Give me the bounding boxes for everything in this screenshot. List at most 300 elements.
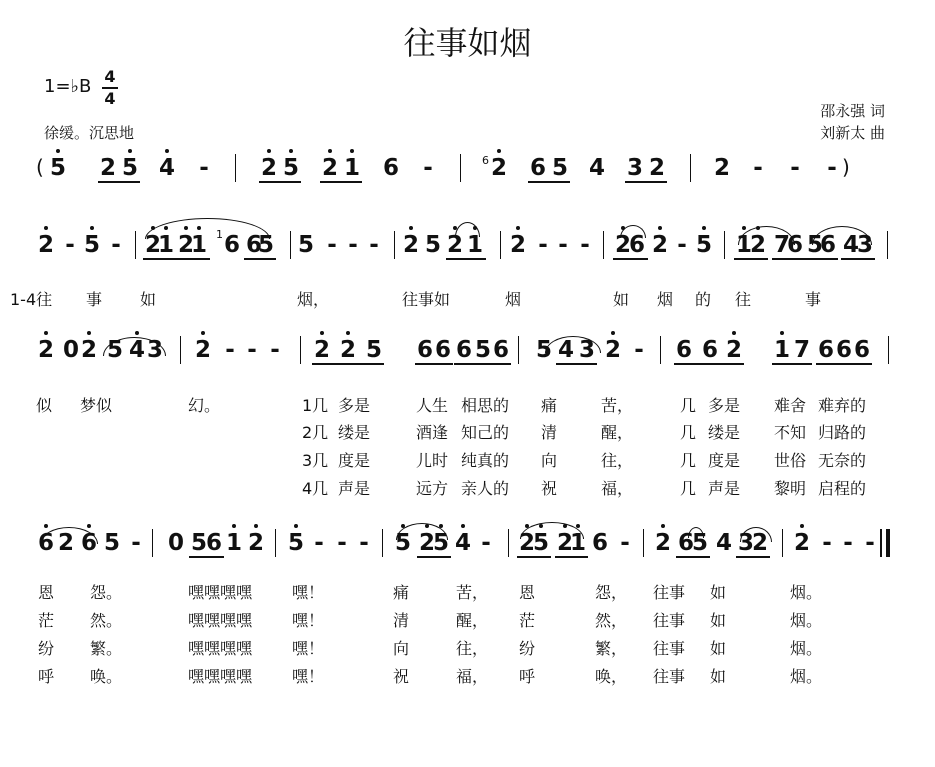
lyric-intro: 事: [86, 290, 103, 309]
lyric-verse-3: 往，: [601, 451, 634, 470]
lyric-refrain-3: 繁，: [595, 639, 628, 658]
final-barline: [880, 529, 882, 557]
note: 2: [490, 155, 507, 181]
barline: [275, 529, 276, 557]
barline: [394, 231, 395, 259]
note: 5: [190, 530, 207, 556]
lyric-verse-4: 亲人的: [461, 479, 510, 498]
note: 3: [737, 530, 754, 556]
lyric-intro: 烟，: [297, 290, 330, 309]
note: 0: [62, 337, 79, 363]
note: 2: [57, 530, 74, 556]
note: 5: [806, 232, 823, 258]
note: 6: [675, 337, 692, 363]
lyric-refrain-1: 怨，: [595, 583, 628, 602]
octave-dot: [780, 331, 784, 335]
note: 2: [402, 232, 419, 258]
slur-arc: [520, 522, 584, 539]
note: 6: [591, 530, 608, 556]
octave-dot: [87, 331, 91, 335]
octave-dot: [661, 524, 665, 528]
note: 6: [819, 232, 836, 258]
lyric-refrain-2: 茫: [519, 611, 536, 630]
note: 6: [817, 337, 834, 363]
lyric-refrain-4: 福，: [456, 667, 489, 686]
note: 6: [416, 337, 433, 363]
note: 5: [535, 337, 552, 363]
octave-dot: [44, 226, 48, 230]
note: -: [481, 530, 491, 556]
barline: [518, 336, 519, 364]
octave-dot: [135, 331, 139, 335]
note: 5: [432, 530, 449, 556]
lyric-refrain-1: 恩: [38, 583, 55, 602]
lyric-verse-1: 1几: [302, 396, 329, 415]
note: -: [247, 337, 257, 363]
note: -: [865, 530, 875, 556]
note: 5: [394, 530, 411, 556]
barline: [152, 529, 153, 557]
beam-underline: [674, 363, 744, 365]
beam-underline: [98, 181, 140, 183]
barline: [180, 336, 181, 364]
note: 2: [37, 337, 54, 363]
barline: [300, 336, 301, 364]
octave-dot: [254, 524, 258, 528]
lyric-verse-1: 几: [680, 396, 697, 415]
octave-dot: [742, 226, 746, 230]
note: 4: [557, 337, 574, 363]
beam-underline: [816, 363, 872, 365]
note: 2: [749, 232, 766, 258]
lyric-verse-4: 福，: [601, 479, 634, 498]
beam-underline: [143, 258, 176, 260]
note: 6: [37, 530, 54, 556]
lyric-refrain-3: 繁。: [90, 639, 123, 658]
lyric-refrain-3: 纷: [38, 639, 55, 658]
note: 6: [628, 232, 645, 258]
note: 6: [492, 337, 509, 363]
lyric-refrain-4: 唤，: [595, 667, 628, 686]
lyric-refrain-1: 往事: [653, 583, 686, 602]
lyric-verse-2: 归路的: [818, 423, 867, 442]
note: 5: [49, 155, 66, 181]
lyric-refrain-2: 清: [393, 611, 410, 630]
paren-close: ): [842, 155, 850, 179]
note: 5: [287, 530, 304, 556]
barline: [782, 529, 783, 557]
lyric-verse-4: 黎明: [774, 479, 807, 498]
lyric-verse-4: 4几: [302, 479, 329, 498]
lyric-intro: 如: [613, 290, 630, 309]
lyric-refrain-2: 然，: [595, 611, 628, 630]
barline: [643, 529, 644, 557]
lyric-verse-4: 声是: [708, 479, 741, 498]
note: 6: [245, 232, 262, 258]
barline: [888, 336, 889, 364]
lyric-refrain-1: 苦，: [456, 583, 489, 602]
note: 2: [99, 155, 116, 181]
note: 7: [793, 337, 810, 363]
note: 5: [365, 337, 382, 363]
lyric-refrain-3: 烟。: [790, 639, 823, 658]
note: 6: [80, 530, 97, 556]
lyric-refrain-1: 痛: [393, 583, 410, 602]
lyric-verse-3: 向: [541, 451, 558, 470]
octave-dot: [87, 524, 91, 528]
octave-dot: [346, 331, 350, 335]
note: 5: [551, 155, 568, 181]
note: 2: [651, 232, 668, 258]
lyric-verse-3: 无奈的: [818, 451, 867, 470]
note: 2: [713, 155, 730, 181]
note: 2: [144, 232, 161, 258]
lyric-intro: 如: [140, 290, 157, 309]
note: 5: [83, 232, 100, 258]
lyric-refrain-4: 唤。: [90, 667, 123, 686]
lyric-refrain-3: 嘿！: [292, 639, 325, 658]
octave-dot: [611, 331, 615, 335]
barline: [500, 231, 501, 259]
beam-underline: [772, 363, 812, 365]
note: -: [538, 232, 548, 258]
lyric-intro: 往: [735, 290, 752, 309]
lyric-refrain-3: 往，: [456, 639, 489, 658]
note: 6: [223, 232, 240, 258]
note: 2: [648, 155, 665, 181]
beam-underline: [244, 258, 276, 260]
lyric-refrain-4: 嘿嘿嘿嘿: [188, 667, 253, 686]
note: 2: [418, 530, 435, 556]
octave-dot: [232, 524, 236, 528]
beam-underline: [454, 363, 511, 365]
barline: [235, 154, 236, 182]
lyric-refrain-4: 嘿！: [292, 667, 325, 686]
note: -: [558, 232, 568, 258]
time-signature: [102, 68, 118, 108]
lyric-verse-2: 缕是: [708, 423, 741, 442]
octave-dot: [497, 149, 501, 153]
beam-underline: [736, 556, 770, 558]
note: 6: [701, 337, 718, 363]
barline: [724, 231, 725, 259]
note: 2: [339, 337, 356, 363]
note: 5: [691, 530, 708, 556]
beam-underline: [176, 258, 210, 260]
note: 5: [424, 232, 441, 258]
lyric-intro: 烟: [657, 290, 674, 309]
beam-underline: [806, 258, 838, 260]
note: 2: [446, 232, 463, 258]
note: 2: [654, 530, 671, 556]
beam-underline: [528, 181, 570, 183]
barline: [887, 231, 888, 259]
octave-dot: [328, 149, 332, 153]
lyric-refrain-2: 如: [710, 611, 727, 630]
lyric-refrain-1: 怨。: [90, 583, 123, 602]
note: 1: [157, 232, 174, 258]
note: -: [620, 530, 630, 556]
grace-note: 6: [482, 154, 489, 167]
barline: [382, 529, 383, 557]
beam-underline: [841, 258, 875, 260]
note: 3: [856, 232, 873, 258]
lyric-refrain-4: 往事: [653, 667, 686, 686]
lyric-verse-1: 苦，: [601, 396, 634, 415]
note: 1: [343, 155, 360, 181]
octave-dot: [56, 149, 60, 153]
note: 2: [260, 155, 277, 181]
beam-underline: [555, 556, 588, 558]
lyric-refrain-2: 醒，: [456, 611, 489, 630]
lyric-refrain-3: 往事: [653, 639, 686, 658]
note: 6: [835, 337, 852, 363]
note: 4: [158, 155, 175, 181]
note: 6: [677, 530, 694, 556]
note: 6: [455, 337, 472, 363]
octave-dot: [44, 331, 48, 335]
lyric-verse-2: 不知: [774, 423, 807, 442]
note: 3: [578, 337, 595, 363]
note: -: [111, 232, 121, 258]
lyric-verse-3: 几: [680, 451, 697, 470]
note: -: [348, 232, 358, 258]
slur-arc: [738, 226, 795, 245]
note: -: [199, 155, 209, 181]
lyric-refrain-1: 嘿！: [292, 583, 325, 602]
composer-credit: 刘新太 曲: [820, 124, 885, 142]
lyric-verse-4: 几: [680, 479, 697, 498]
lyric-refrain-3: 纷: [519, 639, 536, 658]
lyric-verse-2: 清: [541, 423, 558, 442]
note: 2: [194, 337, 211, 363]
note: -: [580, 232, 590, 258]
lyric-intro: 往事如: [402, 290, 451, 309]
lyric-refrain-2: 然。: [90, 611, 123, 630]
octave-dot: [702, 226, 706, 230]
note: 1: [773, 337, 790, 363]
note: 4: [454, 530, 471, 556]
note: 7: [773, 232, 790, 258]
time-bottom: 4: [104, 89, 116, 108]
note: 5: [695, 232, 712, 258]
slur-arc: [455, 222, 480, 237]
note: -: [131, 530, 141, 556]
note: 2: [313, 337, 330, 363]
note: -: [843, 530, 853, 556]
lyric-verse-3: 3几: [302, 451, 329, 470]
note: 1: [225, 530, 242, 556]
lyric-refrain-4: 如: [710, 667, 727, 686]
beam-underline: [189, 556, 224, 558]
lyric-verse-2: 知己的: [461, 423, 510, 442]
note: -: [270, 337, 280, 363]
beam-underline: [259, 181, 301, 183]
note: 6: [205, 530, 222, 556]
lyric-verse-2: 醒，: [601, 423, 634, 442]
note: -: [65, 232, 75, 258]
final-barline-thick: [886, 529, 890, 557]
note: 5: [297, 232, 314, 258]
lyric-refrain-1: 如: [710, 583, 727, 602]
note: 2: [518, 530, 535, 556]
lyric-verse-3: 世俗: [774, 451, 807, 470]
barline: [508, 529, 509, 557]
beam-underline: [415, 363, 453, 365]
lyric-verse-3: 儿时: [416, 451, 449, 470]
beam-underline: [517, 556, 551, 558]
beam-underline: [676, 556, 710, 558]
lyric-line: 似: [36, 396, 53, 415]
note: 2: [793, 530, 810, 556]
octave-dot: [516, 226, 520, 230]
note: 2: [751, 530, 768, 556]
lyric-refrain-3: 如: [710, 639, 727, 658]
lyric-verse-2: 缕是: [338, 423, 371, 442]
lyric-verse-1: 难弃的: [818, 396, 867, 415]
beam-underline: [734, 258, 768, 260]
octave-dot: [44, 524, 48, 528]
lyric-verse-4: 启程的: [818, 479, 867, 498]
lyric-refrain-4: 呼: [519, 667, 536, 686]
lyric-verse-3: 度是: [708, 451, 741, 470]
note: 2: [725, 337, 742, 363]
lyric-verse-4: 祝: [541, 479, 558, 498]
lyric-refrain-2: 茫: [38, 611, 55, 630]
lyric-intro: 1-4往: [10, 290, 53, 309]
lyric-intro: 烟: [505, 290, 522, 309]
note: 6: [529, 155, 546, 181]
lyric-refrain-4: 呼: [38, 667, 55, 686]
note: -: [790, 155, 800, 181]
lyric-verse-1: 难舍: [774, 396, 807, 415]
note: 2: [556, 530, 573, 556]
octave-dot: [409, 226, 413, 230]
note: -: [753, 155, 763, 181]
note: 5: [474, 337, 491, 363]
lyricist-credit: 邵永强 词: [820, 102, 885, 120]
octave-dot: [732, 331, 736, 335]
slur-arc: [145, 218, 270, 239]
lyric-verse-1: 痛: [541, 396, 558, 415]
octave-dot: [461, 524, 465, 528]
lyric-refrain-2: 嘿嘿嘿嘿: [188, 611, 253, 630]
note: -: [827, 155, 837, 181]
barline: [460, 154, 461, 182]
note: 0: [167, 530, 184, 556]
beam-underline: [625, 181, 667, 183]
note: -: [369, 232, 379, 258]
lyric-refrain-3: 向: [393, 639, 410, 658]
beam-underline: [772, 258, 806, 260]
octave-dot: [289, 149, 293, 153]
lyric-verse-1: 相思的: [461, 396, 510, 415]
lyric-verse-1: 多是: [708, 396, 741, 415]
beam-underline: [556, 363, 597, 365]
note: 4: [588, 155, 605, 181]
barline: [135, 231, 136, 259]
beam-underline: [417, 556, 451, 558]
lyric-refrain-1: 恩: [519, 583, 536, 602]
note: -: [225, 337, 235, 363]
note: 6: [382, 155, 399, 181]
lyric-refrain-2: 往事: [653, 611, 686, 630]
note: 2: [37, 232, 54, 258]
lyric-verse-1: 人生: [416, 396, 449, 415]
note: 4: [715, 530, 732, 556]
octave-dot: [165, 149, 169, 153]
note: 5: [106, 337, 123, 363]
octave-dot: [350, 149, 354, 153]
beam-underline: [446, 258, 486, 260]
slur-arc: [688, 527, 704, 538]
lyric-verse-1: 多是: [338, 396, 371, 415]
slur-arc: [812, 226, 872, 245]
note: 2: [509, 232, 526, 258]
note: -: [822, 530, 832, 556]
note: -: [634, 337, 644, 363]
lyric-verse-2: 2几: [302, 423, 329, 442]
note: 6: [786, 232, 803, 258]
lyric-verse-2: 几: [680, 423, 697, 442]
barline: [603, 231, 604, 259]
note: 2: [80, 337, 97, 363]
note: -: [423, 155, 433, 181]
lyric-line: 幻。: [188, 396, 221, 415]
octave-dot: [800, 524, 804, 528]
octave-dot: [320, 331, 324, 335]
paren-open: (: [36, 155, 44, 179]
note: -: [677, 232, 687, 258]
lyric-intro: 事: [805, 290, 822, 309]
note: 4: [128, 337, 145, 363]
note: 5: [257, 232, 274, 258]
note: 5: [121, 155, 138, 181]
song-title: 往事如烟: [403, 24, 532, 62]
lyric-verse-4: 远方: [416, 479, 449, 498]
grace-note: 1: [216, 228, 223, 241]
note: 2: [604, 337, 621, 363]
time-top: 4: [104, 67, 116, 86]
note: 5: [103, 530, 120, 556]
note: 4: [842, 232, 859, 258]
beam-underline: [312, 363, 384, 365]
note: 1: [466, 232, 483, 258]
key-signature: 1=♭B: [44, 76, 92, 97]
lyric-refrain-1: 烟。: [790, 583, 823, 602]
note: 1: [190, 232, 207, 258]
lyric-line: 梦似: [80, 396, 113, 415]
note: -: [359, 530, 369, 556]
lyric-refrain-1: 嘿嘿嘿嘿: [188, 583, 253, 602]
lyric-intro: 的: [695, 290, 712, 309]
lyric-verse-3: 度是: [338, 451, 371, 470]
lyric-refrain-4: 烟。: [790, 667, 823, 686]
slur-arc: [620, 225, 646, 238]
lyric-verse-4: 声是: [338, 479, 371, 498]
note: 3: [146, 337, 163, 363]
note: 1: [735, 232, 752, 258]
lyric-refrain-2: 嘿！: [292, 611, 325, 630]
note: 3: [626, 155, 643, 181]
note: -: [327, 232, 337, 258]
note: 5: [532, 530, 549, 556]
note: 6: [434, 337, 451, 363]
octave-dot: [267, 149, 271, 153]
barline: [690, 154, 691, 182]
lyric-refrain-2: 烟。: [790, 611, 823, 630]
barline: [290, 231, 291, 259]
